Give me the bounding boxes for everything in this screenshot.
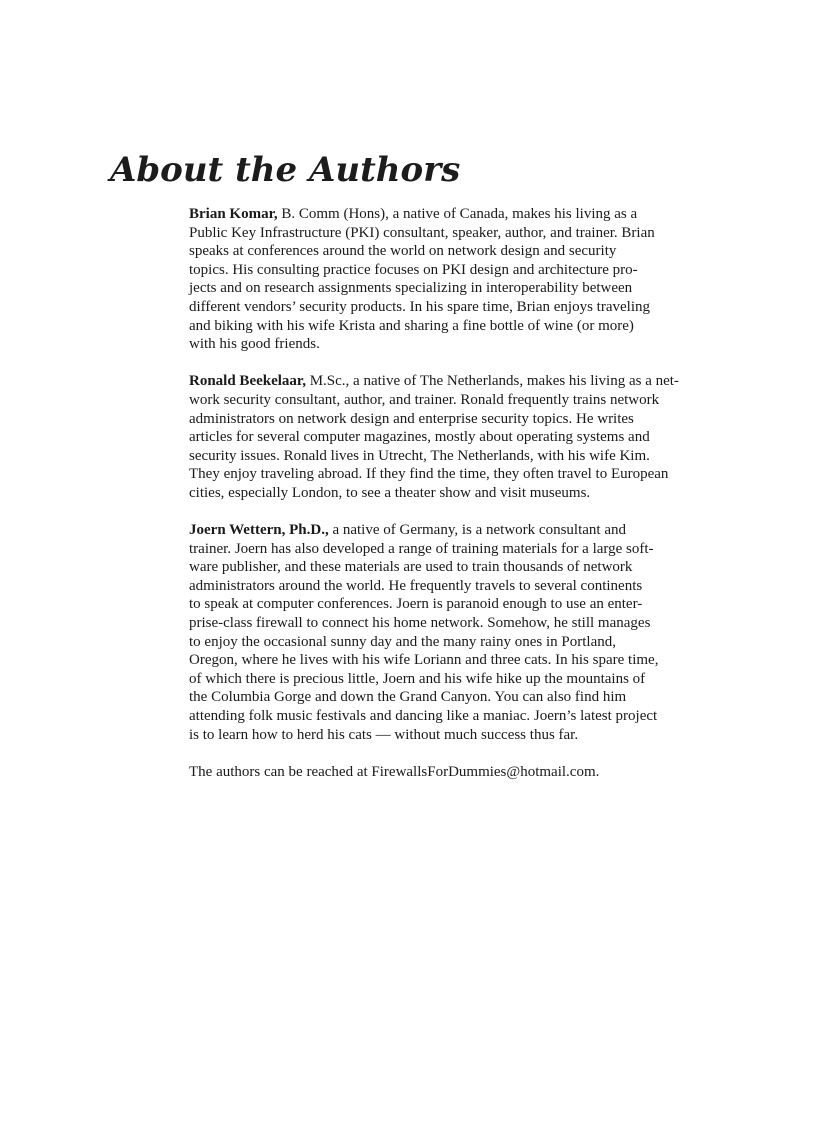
bio-line: cities, especially London, to see a theater show and visit museums. <box>189 484 591 501</box>
bio-line: Public Key Infrastructure (PKI) consultant, speaker, author, and trainer. Brian <box>189 224 655 241</box>
contact-line: The authors can be reached at FirewallsForDummies@hotmail.com. <box>189 763 600 780</box>
author-bio-brian-komar <box>189 205 711 354</box>
bio-line: attending folk music festivals and dancing like a maniac. Joern’s latest project <box>189 708 658 725</box>
bio-line: administrators around the world. He frequently travels to several continents <box>189 577 643 594</box>
bio-line: and biking with his wife Krista and sharing a fine bottle of wine (or more) <box>189 317 634 334</box>
bio-line: articles for several computer magazines, mostly about operating systems and <box>189 429 650 446</box>
bio-line: speaks at conferences around the world on network design and security <box>189 243 617 260</box>
bio-line: is to learn how to herd his cats — without much success thus far. <box>189 726 579 743</box>
bio-line: Ronald Beekelaar, M.Sc., a native of The Netherlands, makes his living as a net- <box>189 373 679 390</box>
bio-line: of which there is precious little, Joern and his wife hike up the mountains of <box>189 670 646 687</box>
authors-section <box>189 205 711 781</box>
bio-line: security issues. Ronald lives in Utrecht, The Netherlands, with his wife Kim. <box>189 447 650 464</box>
page-title: About the Authors <box>110 150 461 190</box>
bio-line: the Columbia Gorge and down the Grand Canyon. You can also find him <box>189 689 627 706</box>
bio-line: They enjoy traveling abroad. If they find the time, they often travel to European <box>189 466 669 483</box>
bio-line: Brian Komar, B. Comm (Hons), a native of Canada, makes his living as a <box>189 206 638 222</box>
author-name: Brian Komar, <box>189 206 278 222</box>
author-name: Ronald Beekelaar, <box>189 373 306 390</box>
bio-line: Oregon, where he lives with his wife Loriann and three cats. In his spare time, <box>189 652 659 669</box>
bio-line: to speak at computer conferences. Joern is paranoid enough to use an enter- <box>189 596 643 613</box>
author-bio-ronald-beekelaar <box>189 372 711 502</box>
bio-line: with his good friends. <box>189 336 320 353</box>
bio-line: to enjoy the occasional sunny day and the many rainy ones in Portland, <box>189 633 616 650</box>
author-bio-joern-wettern <box>189 521 711 744</box>
bio-line: Joern Wettern, Ph.D., a native of Germany, is a network consultant and <box>189 522 626 539</box>
bio-line: jects and on research assignments specializing in interoperability between <box>189 280 633 297</box>
bio-line: prise-class firewall to connect his home network. Somehow, he still manages <box>189 615 651 632</box>
bio-line: different vendors’ security products. In his spare time, Brian enjoys traveling <box>189 298 650 315</box>
bio-line: topics. His consulting practice focuses on PKI design and architecture pro- <box>189 261 638 278</box>
bio-line: ware publisher, and these materials are used to train thousands of network <box>189 559 633 576</box>
bio-line: trainer. Joern has also developed a range of training materials for a large soft- <box>189 540 654 557</box>
bio-line: work security consultant, author, and trainer. Ronald frequently trains network <box>189 391 660 408</box>
author-name: Joern Wettern, Ph.D., <box>189 522 329 539</box>
bio-line: administrators on network design and enterprise security topics. He writes <box>189 410 634 427</box>
